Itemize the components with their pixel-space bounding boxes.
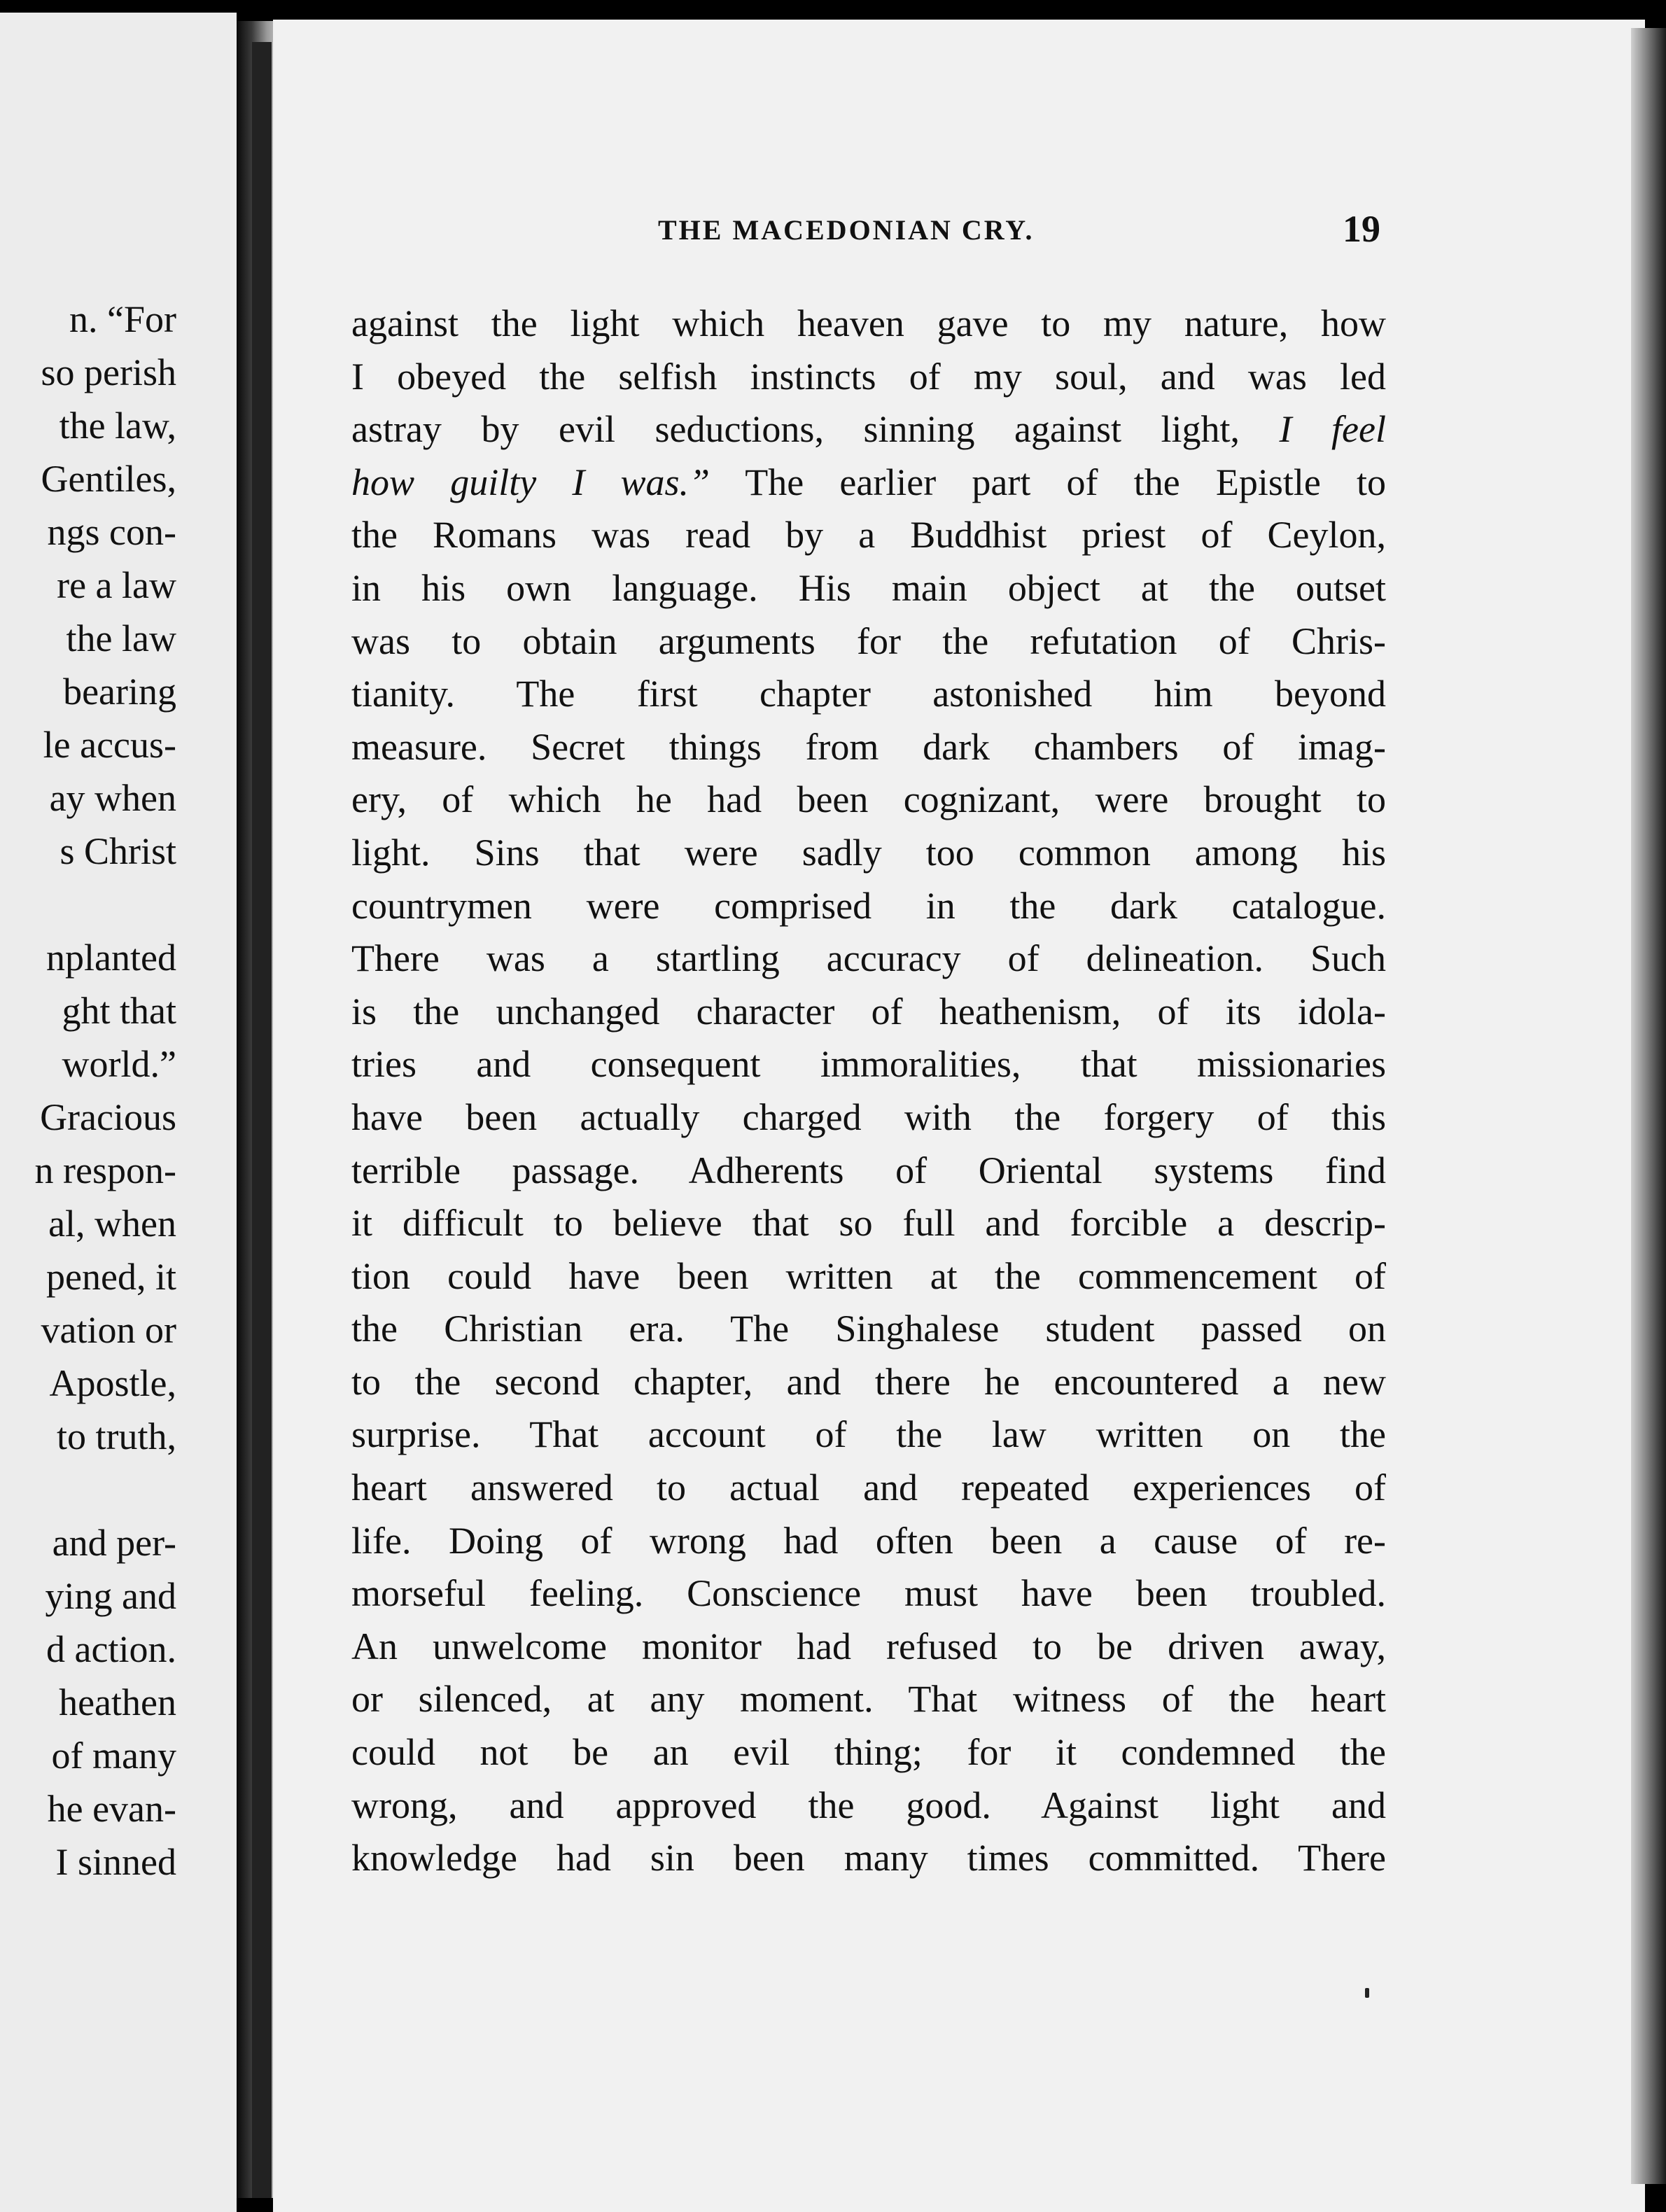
left-page-line: he evan- xyxy=(47,1788,176,1830)
page-number: 19 xyxy=(1343,208,1380,250)
body-line-text: was to obtain arguments for the refutation of Chris- xyxy=(351,620,1386,662)
left-page-line: of many xyxy=(51,1735,176,1777)
body-line xyxy=(351,1515,1386,1568)
body-line xyxy=(351,1091,1386,1144)
left-page-line: bearing xyxy=(63,671,176,713)
left-page-line: and per- xyxy=(52,1522,176,1564)
left-page-line: so perish xyxy=(41,351,176,393)
body-line-text: light. Sins that were sadly too common among his xyxy=(351,831,1386,874)
body-line xyxy=(351,1832,1386,1885)
body-line-text: could not be an evil thing; for it condemned the xyxy=(351,1731,1386,1774)
body-line-text: tion could have been written at the commencement of xyxy=(351,1254,1386,1297)
body-line-text: ery, of which he had been cognizant, were brought to xyxy=(351,778,1386,821)
body-line xyxy=(351,721,1386,774)
left-page-line: n. “For xyxy=(69,298,176,340)
left-page-line: Apostle, xyxy=(49,1362,176,1404)
left-page-line xyxy=(0,878,176,931)
left-page-line: re a law xyxy=(57,564,176,606)
body-line-text: astray by evil seductions, sinning against light, xyxy=(351,408,1280,451)
left-page-line: s Christ xyxy=(59,830,176,872)
print-speck xyxy=(1365,1988,1369,1998)
left-page-line: to truth, xyxy=(57,1415,176,1457)
body-line xyxy=(351,351,1386,404)
body-line xyxy=(351,1620,1386,1674)
left-page-line: ying and xyxy=(45,1575,176,1617)
body-line-text: knowledge had sin been many times committed. There xyxy=(351,1837,1386,1879)
left-page-line xyxy=(0,1463,176,1516)
left-page-line: the law, xyxy=(59,405,176,447)
body-line xyxy=(351,668,1386,721)
italic-text: how guilty I was.” xyxy=(351,461,710,503)
left-page-text xyxy=(0,293,176,1889)
body-line xyxy=(351,986,1386,1039)
body-line-text: tries and consequent immoralities, that missionaries xyxy=(351,1043,1386,1086)
left-page-line: ght that xyxy=(62,990,176,1032)
body-line xyxy=(351,1038,1386,1091)
left-page-line: the law xyxy=(66,617,176,659)
left-page-line: nplanted xyxy=(46,937,176,979)
page-edge-shadow xyxy=(1631,28,1666,2184)
left-page-line: ay when xyxy=(49,777,176,819)
left-page-line: Gracious xyxy=(40,1096,176,1138)
body-line xyxy=(351,1356,1386,1409)
body-line xyxy=(351,403,1386,456)
body-line-text: An unwelcome monitor had refused to be driven away, xyxy=(351,1625,1386,1667)
running-head: THE MACEDONIAN CRY. xyxy=(658,214,1035,246)
italic-text: I feel xyxy=(1279,408,1386,451)
body-line xyxy=(351,509,1386,562)
left-page-line: Gentiles, xyxy=(41,458,176,500)
body-line xyxy=(351,1303,1386,1356)
body-line-text: have been actually charged with the forgery of this xyxy=(351,1096,1386,1138)
body-line xyxy=(351,456,1386,510)
body-line xyxy=(351,615,1386,668)
body-line xyxy=(351,1462,1386,1515)
left-page-line: heathen xyxy=(59,1681,176,1723)
body-line-text: the Christian era. The Singhalese student passed on xyxy=(351,1308,1386,1350)
body-line-text: terrible passage. Adherents of Oriental systems find xyxy=(351,1149,1386,1191)
body-text xyxy=(351,298,1386,1885)
body-line-text: tianity. The first chapter astonished him beyond xyxy=(351,673,1386,715)
left-page-line: n respon- xyxy=(34,1149,176,1191)
left-page-line: le accus- xyxy=(43,724,176,766)
left-page xyxy=(0,13,237,2212)
left-page-line: pened, it xyxy=(46,1256,176,1298)
body-line-text: measure. Secret things from dark chambers of imag- xyxy=(351,725,1386,768)
body-line-text: life. Doing of wrong had often been a cause of re- xyxy=(351,1519,1386,1562)
body-line xyxy=(351,562,1386,615)
body-line xyxy=(351,298,1386,351)
body-line xyxy=(351,1726,1386,1779)
body-line-text: I obeyed the selfish instincts of my soul, and was led xyxy=(351,355,1386,398)
body-line-text: in his own language. His main object at the outset xyxy=(351,566,1386,609)
body-line-text: or silenced, at any moment. That witness of the heart xyxy=(351,1678,1386,1721)
body-line xyxy=(351,1197,1386,1250)
body-line xyxy=(351,880,1386,933)
body-line xyxy=(351,774,1386,827)
left-page-line: d action. xyxy=(46,1628,176,1670)
body-line-text: There was a startling accuracy of delineation. Such xyxy=(351,937,1386,980)
body-line xyxy=(351,827,1386,880)
body-line xyxy=(351,1408,1386,1462)
body-line xyxy=(351,1673,1386,1726)
body-line-text: morseful feeling. Conscience must have been troubled. xyxy=(351,1572,1386,1615)
left-page-line: I sinned xyxy=(55,1841,176,1883)
left-page-line: vation or xyxy=(41,1309,176,1351)
left-page-line: ngs con- xyxy=(47,511,176,553)
body-line-text: it difficult to believe that so full and forcible a descrip- xyxy=(351,1202,1386,1245)
body-line xyxy=(351,1779,1386,1833)
body-line-text: against the light which heaven gave to my nature, how xyxy=(351,302,1386,344)
body-line-text: to the second chapter, and there he encountered a new xyxy=(351,1360,1386,1403)
left-page-line: world.” xyxy=(62,1043,176,1085)
left-page-line: al, when xyxy=(48,1203,176,1245)
body-line-text: surprise. That account of the law written on the xyxy=(351,1413,1386,1456)
body-line xyxy=(351,1567,1386,1620)
body-line-text: The earlier part of the Epistle to xyxy=(710,461,1386,503)
body-line xyxy=(351,932,1386,986)
body-line-text: wrong, and approved the good. Against light and xyxy=(351,1784,1386,1826)
body-line-text: heart answered to actual and repeated experiences of xyxy=(351,1466,1386,1509)
body-line-text: countrymen were comprised in the dark catalogue. xyxy=(351,884,1386,927)
body-line xyxy=(351,1250,1386,1303)
body-line-text: the Romans was read by a Buddhist priest of Ceylon, xyxy=(351,514,1386,556)
body-line xyxy=(351,1144,1386,1198)
gutter xyxy=(252,42,272,2198)
body-line-text: is the unchanged character of heathenism, of its idola- xyxy=(351,990,1386,1032)
